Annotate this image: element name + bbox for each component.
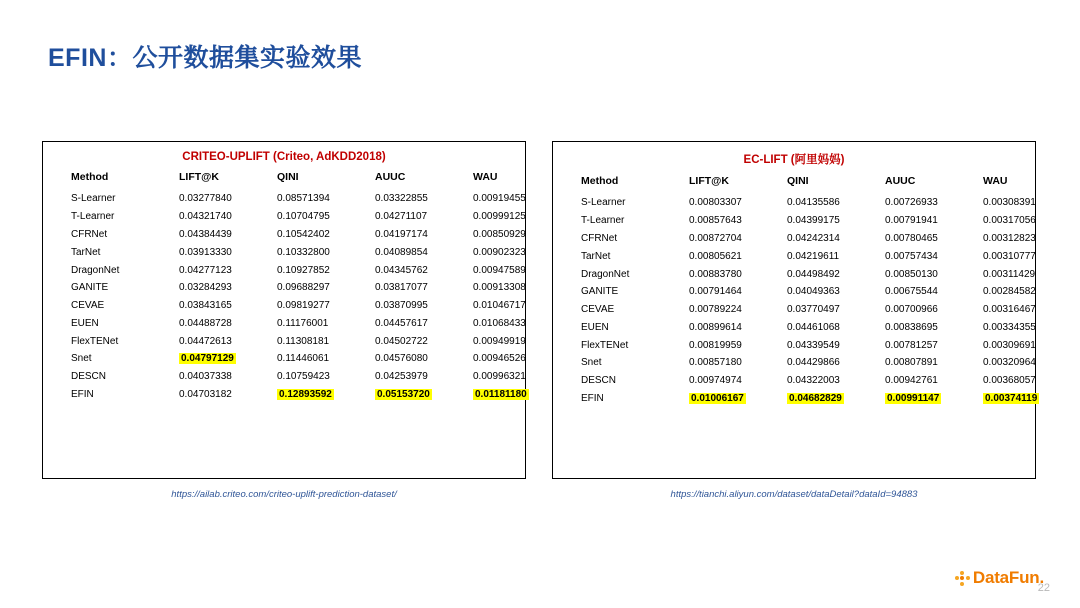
cell-qini: 0.09688297 [277, 282, 330, 294]
table-row [553, 247, 1065, 265]
cell-qini: 0.10704795 [277, 211, 330, 223]
cell-auuc: 0.00991147 [887, 392, 940, 404]
cell-method: EUEN [581, 321, 609, 333]
cell-liftk: 0.00857180 [689, 357, 742, 369]
cell-liftk: 0.03277840 [179, 193, 232, 205]
cell-qini: 0.08571394 [277, 193, 330, 205]
cell-auuc: 0.00757434 [885, 250, 938, 262]
table-row [553, 318, 1065, 336]
cell-liftk: 0.03843165 [179, 300, 232, 312]
cell-liftk: 0.04321740 [179, 211, 232, 223]
cell-wau: 0.01068433 [473, 317, 526, 329]
column-header-method: Method [71, 171, 109, 183]
cell-method: DESCN [581, 375, 617, 387]
cell-method: DragonNet [71, 264, 120, 276]
cell-qini: 0.11308181 [277, 335, 330, 347]
cell-liftk: 0.00857643 [689, 215, 742, 227]
cell-liftk: 0.00974974 [689, 375, 742, 387]
cell-liftk: 0.01006167 [691, 392, 744, 404]
table-row [43, 208, 555, 226]
cell-auuc: 0.00675544 [885, 286, 938, 298]
cell-liftk: 0.00883780 [689, 268, 742, 280]
column-header-liftk: LIFT@K [689, 175, 729, 187]
cell-qini: 0.09819277 [277, 300, 330, 312]
table-body-criteo [43, 190, 555, 403]
cell-qini: 0.04049363 [787, 286, 840, 298]
cell-wau: 0.00919455 [473, 193, 526, 205]
cell-method: GANITE [71, 282, 109, 294]
cell-wau: 0.00334355 [983, 321, 1036, 333]
cell-method: GANITE [581, 286, 619, 298]
column-header-qini: QINI [277, 171, 299, 183]
cell-qini: 0.04322003 [787, 375, 840, 387]
cell-auuc: 0.00726933 [885, 197, 938, 209]
cell-method: S-Learner [581, 197, 626, 209]
cell-qini: 0.04429866 [787, 357, 840, 369]
cell-wau: 0.00850929 [473, 228, 526, 240]
cell-qini: 0.04461068 [787, 321, 840, 333]
cell-qini: 0.04399175 [787, 215, 840, 227]
cell-auuc: 0.04089854 [375, 246, 428, 258]
cell-qini: 0.04682829 [789, 392, 842, 404]
cell-wau: 0.00317056 [983, 215, 1036, 227]
cell-qini: 0.10542402 [277, 228, 330, 240]
cell-method: EUEN [71, 317, 99, 329]
table-body-eclift [553, 194, 1065, 407]
cell-auuc: 0.04271107 [375, 211, 428, 223]
cell-auuc: 0.03817077 [375, 282, 428, 294]
cell-auuc: 0.00850130 [885, 268, 938, 280]
dataset-link-eclift[interactable]: https://tianchi.aliyun.com/dataset/dataDetail?dataId=94883 [670, 489, 918, 500]
cell-method: S-Learner [71, 193, 116, 205]
table-title-criteo: CRITEO-UPLIFT (Criteo, AdKDD2018) [182, 151, 386, 163]
page-number: 22 [1037, 582, 1050, 594]
cell-method: EFIN [581, 392, 604, 404]
page-title: EFIN：公开数据集实验效果 [48, 44, 362, 72]
table-row [553, 336, 1065, 354]
column-header-wau: WAU [983, 175, 1008, 187]
column-header-auuc: AUUC [375, 171, 406, 183]
cell-method: T-Learner [581, 215, 625, 227]
cell-liftk: 0.03913330 [179, 246, 232, 258]
table-row [553, 354, 1065, 372]
table-row [553, 301, 1065, 319]
table-row [43, 386, 555, 404]
cell-auuc: 0.04457617 [375, 317, 428, 329]
cell-wau: 0.00284582 [983, 286, 1036, 298]
logo-text: DataFun. [972, 568, 1044, 587]
cell-wau: 0.00309691 [983, 339, 1036, 351]
table-row [43, 332, 555, 350]
cell-wau: 0.00902323 [473, 246, 526, 258]
cell-wau: 0.00312823 [983, 232, 1036, 244]
cell-wau: 0.00310777 [983, 250, 1036, 262]
cell-liftk: 0.00819959 [689, 339, 742, 351]
cell-method: CEVAE [581, 304, 615, 316]
table-row [43, 226, 555, 244]
table-row [43, 297, 555, 315]
datafun-logo [955, 568, 1044, 588]
cell-liftk: 0.04037338 [179, 371, 232, 383]
cell-auuc: 0.00780465 [885, 232, 938, 244]
cell-auuc: 0.00700966 [885, 304, 938, 316]
cell-qini: 0.10332800 [277, 246, 330, 258]
cell-wau: 0.01046717 [473, 300, 526, 312]
cell-liftk: 0.04472613 [179, 335, 232, 347]
results-table-eclift [552, 141, 1036, 479]
cell-method: Snet [581, 357, 602, 369]
cell-method: DragonNet [581, 268, 630, 280]
cell-wau: 0.00316467 [983, 304, 1036, 316]
cell-method: Snet [71, 353, 92, 365]
cell-method: CFRNet [581, 232, 618, 244]
cell-wau: 0.00946526 [473, 353, 526, 365]
cell-method: T-Learner [71, 211, 115, 223]
cell-liftk: 0.03284293 [179, 282, 232, 294]
cell-method: FlexTENet [581, 339, 629, 351]
cell-qini: 0.04498492 [787, 268, 840, 280]
cell-liftk: 0.04488728 [179, 317, 232, 329]
table-row [553, 194, 1065, 212]
cell-liftk: 0.00791464 [689, 286, 742, 298]
results-table-criteo [42, 141, 526, 479]
cell-wau: 0.01181180 [475, 388, 527, 400]
cell-method: CFRNet [71, 228, 108, 240]
table-eclift [553, 170, 1065, 407]
cell-wau: 0.00913308 [473, 282, 526, 294]
cell-method: EFIN [71, 388, 94, 400]
cell-qini: 0.04135586 [787, 197, 840, 209]
cell-auuc: 0.03322855 [375, 193, 428, 205]
table-row [43, 243, 555, 261]
table-header-row [43, 166, 555, 190]
column-header-method: Method [581, 175, 619, 187]
cell-wau: 0.00999125 [473, 211, 526, 223]
table-title-eclift: EC-LIFT (阿里妈妈) [743, 154, 845, 166]
cell-auuc: 0.00807891 [885, 357, 938, 369]
cell-method: CEVAE [71, 300, 105, 312]
cell-qini: 0.04339549 [787, 339, 840, 351]
cell-auuc: 0.04253979 [375, 371, 428, 383]
cell-method: FlexTENet [71, 335, 119, 347]
cell-wau: 0.00374119 [985, 392, 1038, 404]
column-header-wau: WAU [473, 171, 498, 183]
cell-auuc: 0.04197174 [375, 228, 428, 240]
cell-method: TarNet [71, 246, 101, 258]
table-row [553, 390, 1065, 408]
cell-liftk: 0.00789224 [689, 304, 742, 316]
cell-wau: 0.00308391 [983, 197, 1036, 209]
table-row [553, 372, 1065, 390]
logo-dots-icon [955, 571, 970, 586]
cell-auuc: 0.04345762 [375, 264, 428, 276]
cell-liftk: 0.04703182 [179, 388, 232, 400]
table-row [43, 261, 555, 279]
cell-auuc: 0.04502722 [375, 335, 428, 347]
table-row [553, 265, 1065, 283]
table-criteo [43, 166, 555, 403]
cell-liftk: 0.00803307 [689, 197, 742, 209]
cell-wau: 0.00320964 [983, 357, 1036, 369]
cell-liftk: 0.00872704 [689, 232, 742, 244]
cell-auuc: 0.00791941 [885, 215, 938, 227]
dataset-link-criteo[interactable]: https://ailab.criteo.com/criteo-uplift-prediction-dataset/ [171, 489, 397, 500]
cell-qini: 0.04219611 [787, 250, 840, 262]
cell-auuc: 0.04576080 [375, 353, 428, 365]
cell-wau: 0.00368057 [983, 375, 1036, 387]
table-row [43, 190, 555, 208]
column-header-qini: QINI [787, 175, 809, 187]
cell-liftk: 0.04277123 [179, 264, 232, 276]
table-header-row [553, 170, 1065, 194]
table-row [553, 212, 1065, 230]
table-row [553, 283, 1065, 301]
cell-liftk: 0.04384439 [179, 228, 232, 240]
cell-wau: 0.00949919 [473, 335, 526, 347]
column-header-liftk: LIFT@K [179, 171, 219, 183]
cell-qini: 0.10759423 [277, 371, 330, 383]
cell-auuc: 0.03870995 [375, 300, 428, 312]
cell-auuc: 0.00781257 [885, 339, 938, 351]
column-header-auuc: AUUC [885, 175, 916, 187]
cell-auuc: 0.00838695 [885, 321, 938, 333]
table-row [43, 350, 555, 368]
cell-liftk: 0.00805621 [689, 250, 742, 262]
cell-auuc: 0.00942761 [885, 375, 938, 387]
cell-qini: 0.03770497 [787, 304, 840, 316]
table-row [43, 368, 555, 386]
cell-qini: 0.04242314 [787, 232, 840, 244]
table-row [43, 279, 555, 297]
cell-wau: 0.00947589 [473, 264, 526, 276]
table-row [553, 230, 1065, 248]
cell-wau: 0.00996321 [473, 371, 526, 383]
cell-qini: 0.10927852 [277, 264, 330, 276]
cell-qini: 0.11446061 [277, 353, 330, 365]
cell-liftk: 0.04797129 [181, 353, 234, 365]
cell-wau: 0.00311429 [983, 268, 1036, 280]
cell-method: TarNet [581, 250, 611, 262]
cell-liftk: 0.00899614 [689, 321, 742, 333]
cell-qini: 0.11176001 [277, 317, 329, 329]
table-row [43, 314, 555, 332]
cell-qini: 0.12893592 [279, 388, 332, 400]
cell-auuc: 0.05153720 [377, 388, 430, 400]
cell-method: DESCN [71, 371, 107, 383]
